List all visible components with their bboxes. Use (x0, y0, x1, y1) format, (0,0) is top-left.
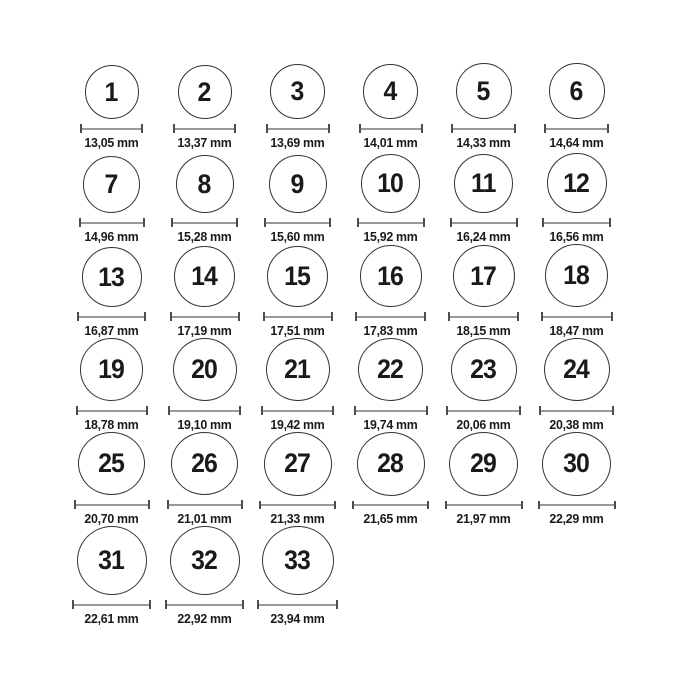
ring-circle (361, 154, 420, 213)
ring-size-item (65, 150, 158, 244)
diameter-label: 19,10 mm (177, 417, 232, 432)
diameter-ruler-icon (359, 124, 423, 133)
ring-circle (549, 63, 605, 119)
diameter-ruler-icon (165, 600, 244, 609)
ring-circle (264, 432, 332, 496)
ring-size-item (65, 432, 158, 526)
ring-size-number: 2 (198, 76, 211, 107)
diameter-label: 14,33 mm (456, 135, 511, 150)
diameter-label: 16,24 mm (456, 229, 511, 244)
ring-size-number: 28 (377, 448, 404, 479)
diameter-ruler-icon (168, 406, 241, 415)
ring-size-number: 3 (291, 76, 304, 106)
ring-circle (78, 432, 145, 495)
diameter-label: 13,37 mm (177, 135, 232, 150)
ring-size-number: 7 (105, 169, 118, 199)
chart-row (65, 526, 700, 626)
diameter-ruler-icon (257, 600, 338, 609)
ring-size-item (158, 432, 251, 526)
ring-size-number: 26 (191, 448, 218, 479)
diameter-label: 22,61 mm (84, 611, 139, 626)
diameter-label: 15,92 mm (363, 229, 418, 244)
diameter-ruler-icon (80, 124, 143, 133)
ring-size-number: 27 (284, 448, 311, 479)
diameter-ruler-icon (173, 124, 236, 133)
ring-size-number: 6 (570, 75, 583, 106)
ring-size-number: 4 (384, 76, 397, 106)
diameter-ruler-icon (451, 124, 516, 133)
diameter-label: 23,94 mm (270, 611, 325, 626)
ring-circle (270, 64, 325, 119)
diameter-ruler-icon (79, 218, 145, 227)
diameter-ruler-icon (355, 312, 426, 321)
ring-size-item (530, 244, 623, 338)
ring-circle (77, 526, 147, 595)
ring-size-number: 31 (98, 545, 125, 576)
ring-size-number: 17 (470, 260, 497, 291)
chart-row (65, 338, 700, 432)
diameter-label: 14,96 mm (84, 229, 139, 244)
diameter-ruler-icon (539, 406, 614, 415)
chart-row (65, 150, 700, 244)
diameter-ruler-icon (170, 312, 240, 321)
diameter-ruler-icon (167, 500, 243, 509)
ring-size-item (344, 244, 437, 338)
ring-size-number: 10 (377, 168, 404, 198)
ring-circle (453, 245, 515, 307)
diameter-ruler-icon (352, 501, 429, 509)
ring-size-item (158, 150, 251, 244)
ring-size-item (530, 432, 623, 526)
ring-size-item (251, 56, 344, 150)
ring-size-item (344, 150, 437, 244)
diameter-ruler-icon (74, 500, 150, 509)
ring-circle (267, 246, 328, 307)
diameter-label: 14,64 mm (549, 135, 604, 150)
ring-size-number: 29 (470, 448, 497, 479)
diameter-ruler-icon (266, 124, 330, 133)
chart-row (65, 432, 700, 526)
diameter-label: 22,92 mm (177, 611, 232, 626)
diameter-ruler-icon (450, 218, 518, 227)
diameter-ruler-icon (171, 218, 238, 227)
ring-size-number: 14 (191, 261, 218, 291)
ring-size-item (251, 244, 344, 338)
diameter-ruler-icon (76, 406, 148, 415)
ring-size-item (158, 338, 251, 432)
ring-circle (178, 65, 232, 119)
ring-size-item (344, 338, 437, 432)
ring-size-item (65, 56, 158, 150)
diameter-ruler-icon (446, 406, 521, 415)
ring-size-item (437, 244, 530, 338)
chart-row (65, 56, 700, 150)
ring-size-item (344, 432, 437, 526)
ring-size-item (251, 526, 344, 626)
ring-circle (363, 64, 418, 119)
ring-circle (171, 432, 238, 495)
diameter-ruler-icon (72, 600, 151, 609)
ring-size-number: 8 (198, 168, 211, 199)
ring-size-item (251, 432, 344, 526)
diameter-ruler-icon (538, 501, 616, 509)
diameter-label: 15,28 mm (177, 229, 232, 244)
ring-size-item (437, 432, 530, 526)
ring-circle (547, 153, 607, 213)
ring-size-item (158, 526, 251, 626)
ring-size-item (530, 56, 623, 150)
diameter-ruler-icon (261, 406, 334, 415)
diameter-label: 16,56 mm (549, 229, 604, 244)
diameter-ruler-icon (542, 218, 611, 227)
ring-circle (176, 155, 234, 213)
ring-size-number: 9 (291, 168, 304, 199)
ring-circle (269, 155, 327, 213)
diameter-ruler-icon (259, 501, 336, 509)
diameter-label: 17,51 mm (270, 323, 325, 338)
diameter-label: 21,97 mm (456, 511, 511, 526)
diameter-label: 19,42 mm (270, 417, 325, 432)
ring-size-number: 11 (471, 168, 496, 198)
diameter-label: 18,15 mm (456, 323, 511, 338)
ring-size-item (437, 150, 530, 244)
diameter-label: 18,78 mm (84, 417, 139, 432)
diameter-label: 17,83 mm (363, 323, 418, 338)
ring-size-number: 12 (563, 167, 590, 198)
ring-size-item (437, 56, 530, 150)
ring-size-number: 13 (98, 261, 125, 292)
diameter-ruler-icon (544, 124, 609, 133)
ring-circle (357, 432, 425, 496)
ring-size-item (251, 338, 344, 432)
ring-circle (542, 432, 611, 496)
chart-row (65, 244, 700, 338)
ring-circle (262, 526, 334, 595)
ring-circle (80, 338, 143, 401)
ring-size-item (65, 244, 158, 338)
ring-circle (173, 338, 237, 401)
diameter-ruler-icon (541, 312, 613, 321)
ring-circle (83, 156, 140, 213)
ring-size-item (437, 338, 530, 432)
diameter-label: 21,65 mm (363, 511, 418, 526)
ring-size-item (251, 150, 344, 244)
ring-size-number: 16 (377, 260, 404, 291)
ring-size-number: 33 (284, 545, 311, 576)
ring-circle (174, 246, 235, 307)
diameter-label: 21,33 mm (270, 511, 325, 526)
ring-size-item (65, 526, 158, 626)
diameter-label: 13,05 mm (84, 135, 139, 150)
diameter-label: 17,19 mm (177, 323, 232, 338)
diameter-label: 15,60 mm (270, 229, 325, 244)
diameter-label: 18,47 mm (549, 323, 604, 338)
ring-size-number: 24 (563, 354, 590, 385)
ring-circle (454, 154, 513, 213)
diameter-ruler-icon (357, 218, 425, 227)
diameter-ruler-icon (77, 312, 146, 321)
ring-circle (85, 65, 139, 119)
ring-circle (170, 526, 240, 595)
diameter-ruler-icon (448, 312, 519, 321)
diameter-ruler-icon (263, 312, 333, 321)
ring-circle (545, 244, 608, 307)
ring-circle (449, 432, 518, 496)
diameter-ruler-icon (264, 218, 331, 227)
ring-circle (451, 338, 517, 401)
ring-size-item (530, 150, 623, 244)
ring-circle (544, 338, 610, 401)
ring-size-number: 25 (98, 448, 125, 479)
ring-circle (360, 245, 422, 307)
diameter-label: 14,01 mm (363, 135, 418, 150)
ring-size-number: 30 (563, 448, 590, 479)
diameter-label: 21,01 mm (177, 511, 232, 526)
ring-size-number: 23 (470, 354, 497, 385)
ring-size-item (530, 338, 623, 432)
ring-size-number: 5 (477, 75, 490, 106)
ring-size-number: 18 (563, 260, 590, 290)
ring-circle (82, 247, 142, 307)
diameter-label: 22,29 mm (549, 511, 604, 526)
diameter-ruler-icon (354, 406, 428, 415)
ring-size-item (344, 56, 437, 150)
diameter-label: 13,69 mm (270, 135, 325, 150)
ring-size-item (158, 244, 251, 338)
diameter-label: 19,74 mm (363, 417, 418, 432)
ring-size-number: 22 (377, 354, 404, 385)
ring-size-item (158, 56, 251, 150)
ring-size-number: 19 (98, 354, 125, 384)
diameter-label: 20,38 mm (549, 417, 604, 432)
ring-size-number: 21 (284, 354, 311, 385)
diameter-label: 20,70 mm (84, 511, 139, 526)
diameter-label: 20,06 mm (456, 417, 511, 432)
ring-size-number: 15 (284, 261, 311, 291)
ring-circle (266, 338, 330, 401)
ring-size-number: 1 (105, 76, 118, 107)
ring-size-number: 32 (191, 545, 218, 576)
diameter-ruler-icon (445, 501, 523, 509)
ring-circle (456, 63, 512, 119)
ring-size-number: 20 (191, 354, 218, 385)
diameter-label: 16,87 mm (84, 323, 139, 338)
ring-circle (358, 338, 423, 401)
ring-size-item (65, 338, 158, 432)
